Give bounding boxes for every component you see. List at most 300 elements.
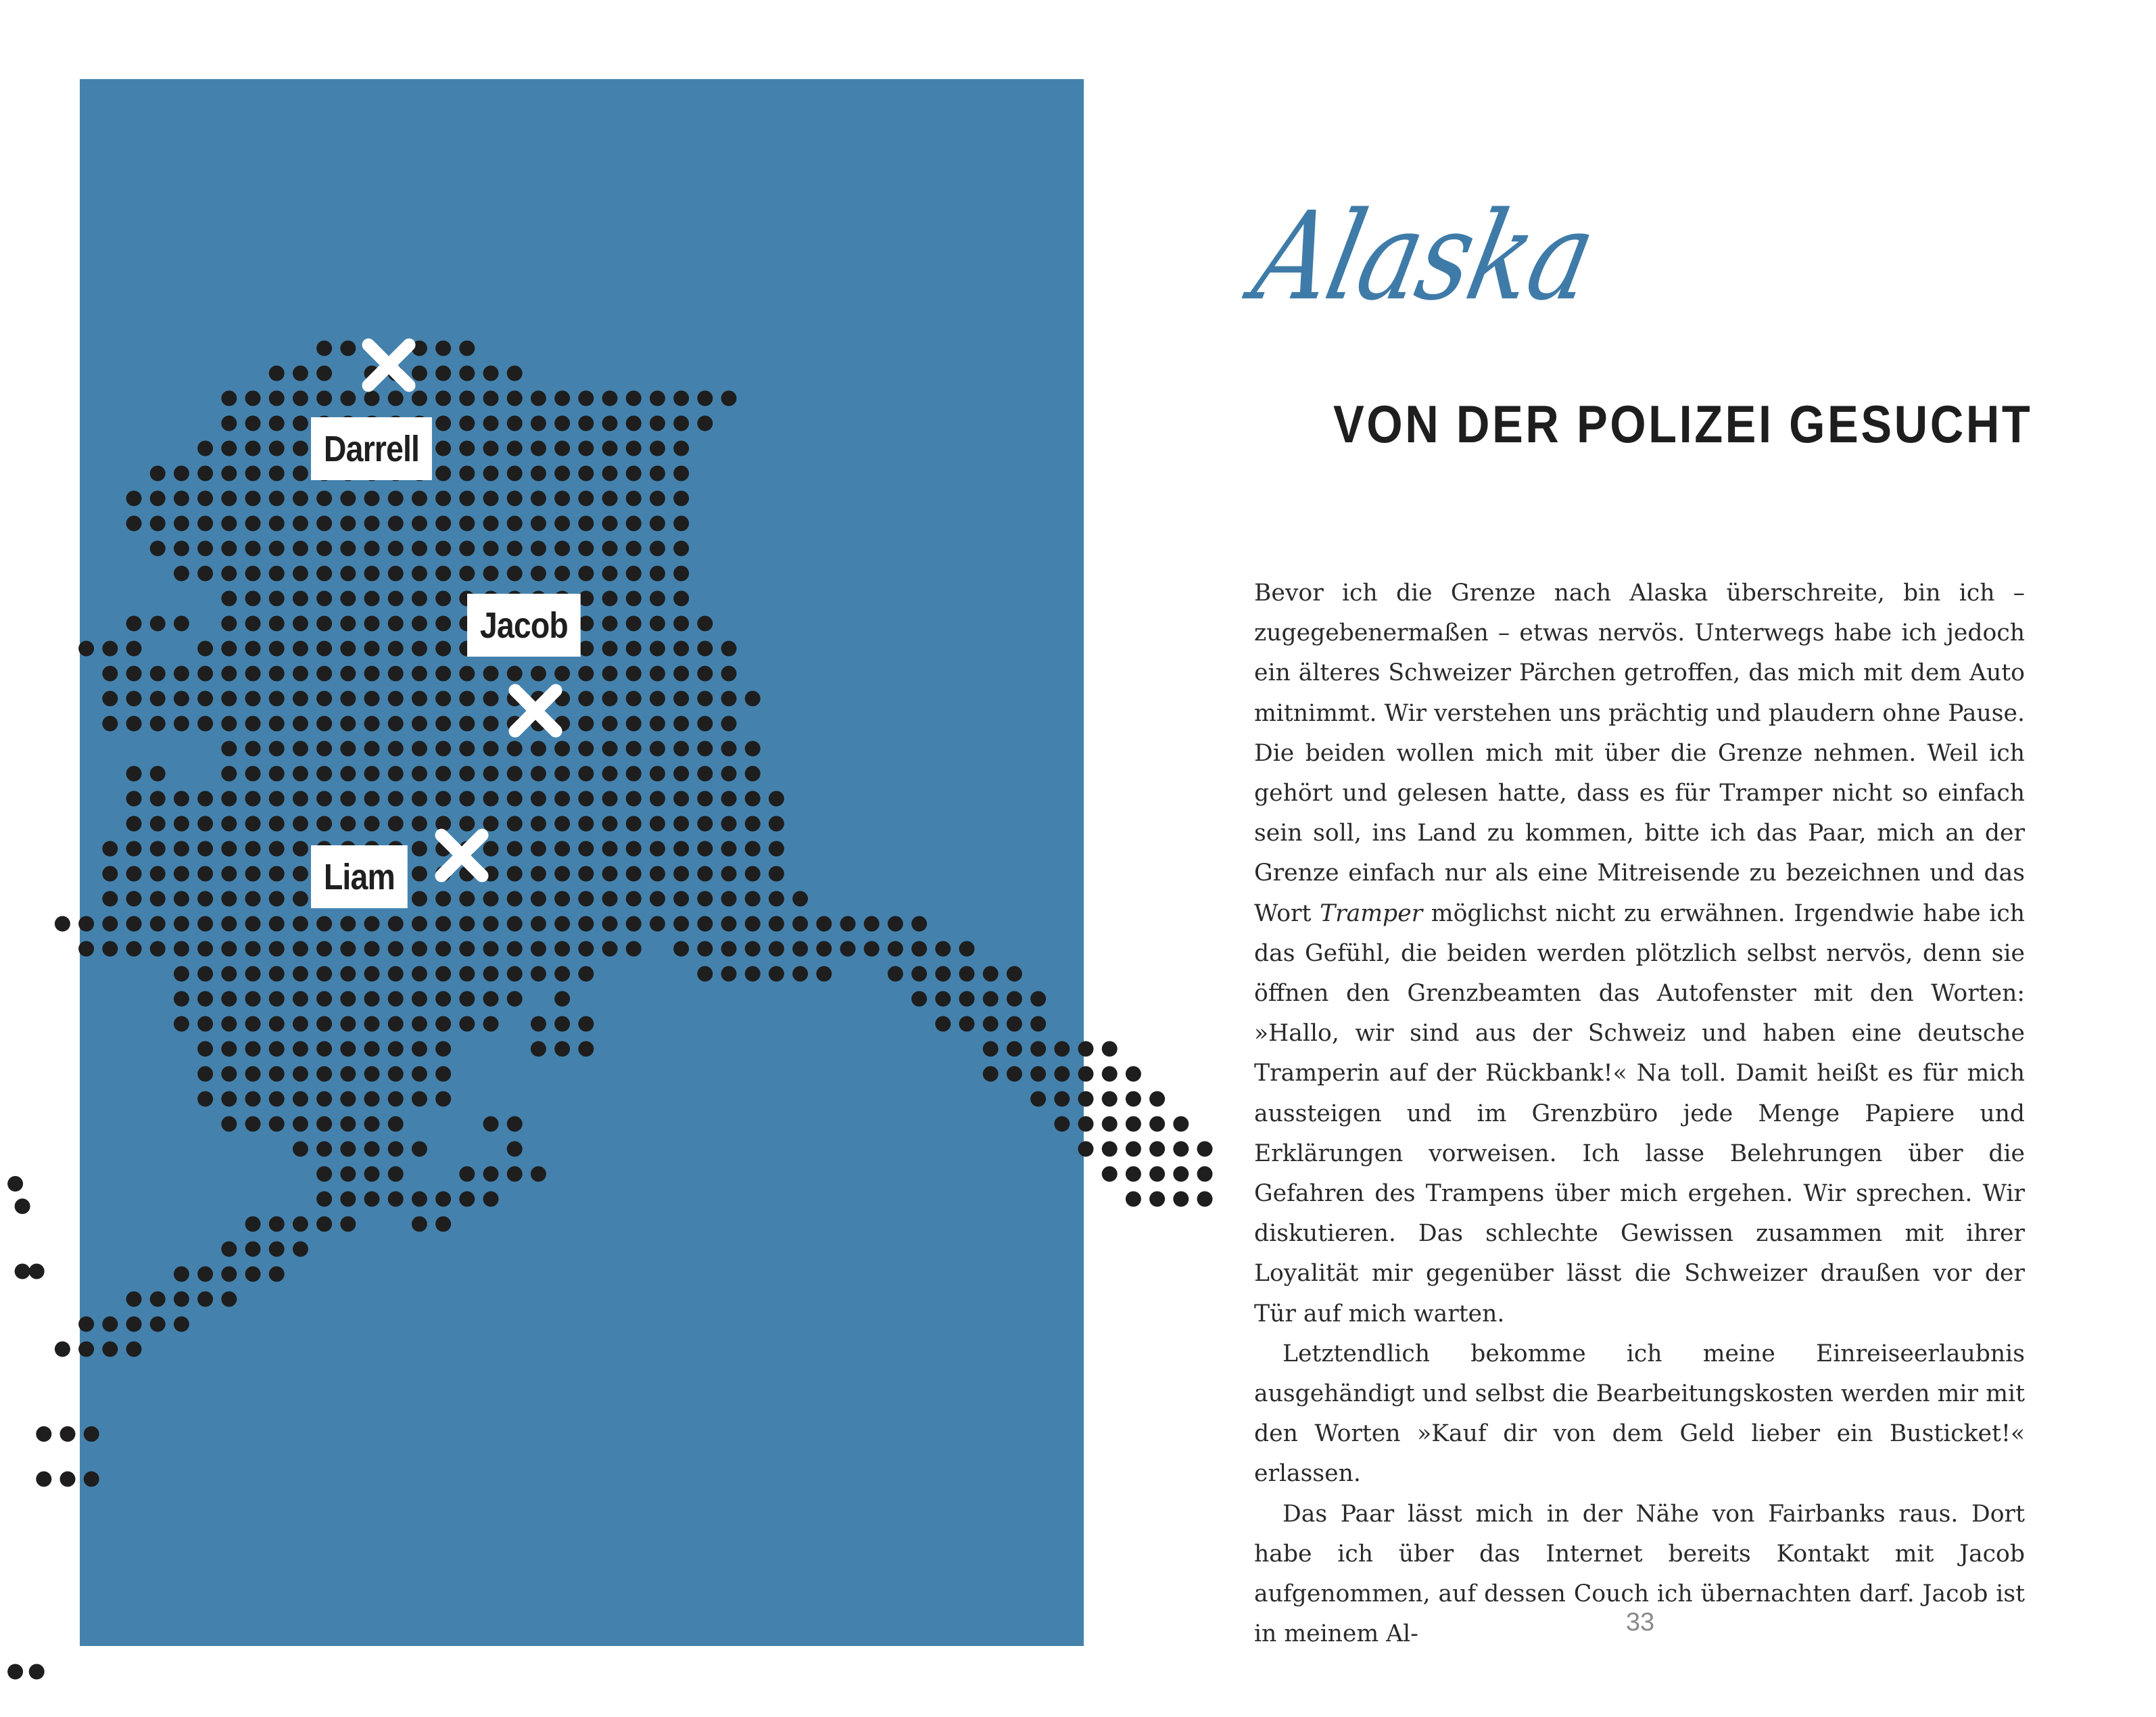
map-dots <box>7 341 1212 1680</box>
map-dot <box>673 791 689 807</box>
map-dot <box>435 791 451 807</box>
map-dot <box>531 441 546 456</box>
body-text <box>1254 573 2025 1654</box>
map-dot <box>197 516 213 532</box>
map-dot <box>388 791 404 807</box>
map-dot <box>364 1192 380 1207</box>
map-dot <box>364 1091 380 1107</box>
map-dot <box>578 1016 594 1032</box>
map-dot <box>554 391 570 406</box>
map-dot <box>126 641 142 657</box>
map-dot <box>412 616 427 632</box>
map-dot <box>55 1342 70 1357</box>
map-dot <box>174 516 189 532</box>
map-dot <box>340 341 356 356</box>
map-dot <box>245 491 261 507</box>
map-dot <box>459 816 475 832</box>
map-dot <box>269 366 285 381</box>
map-dot <box>293 416 308 431</box>
map-dot <box>293 466 308 481</box>
map-dot <box>626 666 642 682</box>
map-dot <box>626 741 642 757</box>
map-dot <box>316 916 332 932</box>
map-dot <box>269 1016 285 1032</box>
map-dot <box>197 666 213 682</box>
map-dot <box>245 941 261 957</box>
map-dot <box>911 966 927 982</box>
map-dot <box>673 566 689 582</box>
map-dot <box>197 1091 213 1107</box>
map-dot <box>673 866 689 882</box>
map-dot <box>293 991 308 1007</box>
map-dot <box>1078 1142 1094 1157</box>
map-dot <box>483 1016 499 1032</box>
map-dot <box>435 891 451 907</box>
map-dot <box>459 541 475 557</box>
map-dot <box>269 891 285 907</box>
map-dot <box>483 466 499 481</box>
map-dot <box>554 891 570 907</box>
map-dot <box>126 816 142 832</box>
map-dot <box>293 1116 308 1132</box>
map-dot <box>507 566 523 582</box>
map-dot <box>602 516 618 532</box>
map-dot <box>150 1317 166 1332</box>
map-dot <box>340 566 356 582</box>
map-dot <box>126 916 142 932</box>
map-dot <box>316 591 332 607</box>
map-dot <box>412 1066 427 1082</box>
map-dot <box>578 916 594 932</box>
map-dot <box>626 416 642 431</box>
map-dot <box>697 416 713 431</box>
map-dot <box>459 766 475 782</box>
map-dot <box>578 566 594 582</box>
map-dot <box>697 716 713 732</box>
map-dot <box>340 966 356 982</box>
map-dot <box>221 1267 237 1282</box>
map-dot <box>293 1142 308 1157</box>
map-dot <box>293 541 308 557</box>
map-dot <box>769 966 784 982</box>
map-dot <box>792 966 808 982</box>
map-dot <box>316 1041 332 1057</box>
map-dot <box>150 941 166 957</box>
map-dot <box>459 1192 475 1207</box>
map-dot <box>602 816 618 832</box>
map-dot <box>245 766 261 782</box>
map-dot <box>269 1066 285 1082</box>
map-dot <box>293 441 308 456</box>
map-dot <box>245 691 261 707</box>
map-dot <box>650 566 665 582</box>
map-dot <box>221 1242 237 1257</box>
map-dot <box>269 516 285 532</box>
map-dot <box>745 866 761 882</box>
map-dot <box>102 691 118 707</box>
map-dot <box>245 416 261 431</box>
map-dot <box>507 841 523 857</box>
map-dot <box>697 866 713 882</box>
map-dot <box>435 466 451 481</box>
map-dot <box>102 641 118 657</box>
map-dot <box>697 816 713 832</box>
map-dot <box>221 616 237 632</box>
map-dot <box>316 1116 332 1132</box>
map-dot <box>174 866 189 882</box>
map-dot <box>483 991 499 1007</box>
map-dot <box>1030 1041 1046 1057</box>
map-dot <box>388 641 404 657</box>
map-dot <box>1149 1167 1165 1182</box>
map-dot <box>364 1142 380 1157</box>
map-dot <box>412 716 427 732</box>
map-dot <box>293 1041 308 1057</box>
map-dot <box>1102 1167 1118 1182</box>
map-dot <box>721 841 737 857</box>
map-dot <box>388 1091 404 1107</box>
map-dot <box>316 1167 332 1182</box>
map-dot <box>459 491 475 507</box>
map-dot <box>388 516 404 532</box>
page-number: 33 <box>1625 1608 1655 1637</box>
map-dot <box>364 941 380 957</box>
map-dot <box>483 791 499 807</box>
map-dot <box>1149 1091 1165 1107</box>
map-dot <box>78 1342 94 1357</box>
map-dot <box>245 541 261 557</box>
map-dot <box>1078 1066 1094 1082</box>
map-dot <box>221 891 237 907</box>
map-dot <box>435 741 451 757</box>
map-dot <box>150 841 166 857</box>
map-dot <box>197 816 213 832</box>
map-dot <box>269 791 285 807</box>
map-dot <box>221 966 237 982</box>
map-dot <box>602 591 618 607</box>
map-dot <box>174 566 189 582</box>
map-dot <box>531 566 546 582</box>
map-dot <box>412 366 427 381</box>
map-dot <box>197 1292 213 1307</box>
map-dot <box>578 416 594 431</box>
map-dot <box>412 591 427 607</box>
map-dot <box>673 741 689 757</box>
map-dot <box>507 916 523 932</box>
map-dot <box>316 516 332 532</box>
map-dot <box>459 1016 475 1032</box>
map-dot <box>435 391 451 406</box>
map-dot <box>531 966 546 982</box>
map-dot <box>364 766 380 782</box>
map-dot <box>554 516 570 532</box>
map-dot <box>340 1167 356 1182</box>
map-dot <box>150 491 166 507</box>
map-dot <box>340 1116 356 1132</box>
map-dot <box>364 516 380 532</box>
map-dot <box>150 666 166 682</box>
map-dot <box>531 741 546 757</box>
map-dot <box>1149 1142 1165 1157</box>
map-dot <box>554 741 570 757</box>
map-dot <box>1126 1091 1141 1107</box>
map-dot <box>459 891 475 907</box>
map-dot <box>483 366 499 381</box>
map-dot <box>174 691 189 707</box>
map-dot <box>174 716 189 732</box>
map-dot <box>507 866 523 882</box>
map-dot <box>269 591 285 607</box>
map-dot <box>459 466 475 481</box>
map-dot <box>150 541 166 557</box>
map-dot <box>221 441 237 456</box>
map-dot <box>316 391 332 406</box>
map-dot <box>554 441 570 456</box>
map-dot <box>483 516 499 532</box>
map-dot <box>102 716 118 732</box>
map-dot <box>840 941 856 957</box>
map-dot <box>435 1192 451 1207</box>
map-dot <box>174 541 189 557</box>
map-dot <box>792 916 808 932</box>
map-dot <box>531 941 546 957</box>
map-dot <box>221 641 237 657</box>
map-dot <box>197 1267 213 1282</box>
map-dot <box>578 891 594 907</box>
map-dot <box>626 391 642 406</box>
map-dot <box>459 716 475 732</box>
map-dot <box>340 641 356 657</box>
map-dot <box>578 841 594 857</box>
map-dot <box>174 1292 189 1307</box>
map-dot <box>483 766 499 782</box>
map-dot <box>459 991 475 1007</box>
map-dot <box>293 1066 308 1082</box>
map-dot <box>435 991 451 1007</box>
map-dot <box>340 591 356 607</box>
map-dot <box>78 641 94 657</box>
map-dot <box>507 741 523 757</box>
map-dot <box>483 816 499 832</box>
script-title: Alaska <box>1243 186 1606 328</box>
map-dot <box>650 816 665 832</box>
map-dot <box>531 491 546 507</box>
map-dot <box>29 1664 45 1680</box>
map-dot <box>245 966 261 982</box>
map-dot <box>388 941 404 957</box>
map-dot <box>340 916 356 932</box>
map-dot <box>650 441 665 456</box>
map-dot <box>745 841 761 857</box>
map-dot <box>626 641 642 657</box>
map-dot <box>769 941 784 957</box>
map-dot <box>673 716 689 732</box>
map-dot <box>650 666 665 682</box>
map-dot <box>316 641 332 657</box>
map-dot <box>935 1016 951 1032</box>
map-dot <box>435 516 451 532</box>
map-dot <box>435 666 451 682</box>
map-dot <box>293 791 308 807</box>
map-dot <box>578 1041 594 1057</box>
map-dot <box>126 716 142 732</box>
map-dot <box>1126 1066 1141 1082</box>
map-dot <box>554 941 570 957</box>
map-dot <box>483 391 499 406</box>
map-dot <box>816 916 832 932</box>
map-dot <box>602 391 618 406</box>
map-dot <box>60 1426 76 1442</box>
map-dot <box>150 691 166 707</box>
map-dot <box>983 1041 999 1057</box>
map-dot <box>507 366 523 381</box>
map-dot <box>269 991 285 1007</box>
map-dot <box>507 466 523 481</box>
map-dot <box>102 866 118 882</box>
map-dot <box>293 866 308 882</box>
map-dot <box>602 916 618 932</box>
map-dot <box>221 1016 237 1032</box>
map-dot <box>60 1472 76 1487</box>
map-dot <box>840 916 856 932</box>
map-dot <box>507 441 523 456</box>
map-dot <box>459 941 475 957</box>
map-dot <box>388 691 404 707</box>
map-dot <box>650 541 665 557</box>
map-dot <box>888 916 903 932</box>
map-dot <box>78 941 94 957</box>
map-dot <box>364 491 380 507</box>
map-dot <box>745 741 761 757</box>
map-dot <box>1102 1116 1118 1132</box>
map-dot <box>412 991 427 1007</box>
map-dot <box>412 741 427 757</box>
map-dot <box>459 966 475 982</box>
map-dot <box>269 541 285 557</box>
map-dot <box>554 491 570 507</box>
map-dot <box>245 1217 261 1232</box>
map-dot <box>1173 1192 1189 1207</box>
map-dot <box>673 816 689 832</box>
map-dot <box>340 516 356 532</box>
map-dot <box>483 416 499 431</box>
map-dot <box>364 691 380 707</box>
map-dot <box>1030 991 1046 1007</box>
map-dot <box>864 941 880 957</box>
map-dot <box>769 891 784 907</box>
map-dot <box>269 941 285 957</box>
map-dot <box>626 916 642 932</box>
map-dot <box>412 766 427 782</box>
map-dot <box>197 916 213 932</box>
map-dot <box>483 966 499 982</box>
map-dot <box>483 441 499 456</box>
map-label-jacob: Jacob <box>467 594 581 657</box>
map-dot <box>293 491 308 507</box>
map-dot <box>174 891 189 907</box>
map-dot <box>1197 1167 1213 1182</box>
map-dot <box>245 1267 261 1282</box>
map-dot <box>221 516 237 532</box>
map-dot <box>293 641 308 657</box>
map-dot <box>102 891 118 907</box>
map-dot <box>293 1016 308 1032</box>
map-dot <box>388 1142 404 1157</box>
map-dot <box>1102 1066 1118 1082</box>
map-dot <box>197 491 213 507</box>
map-dot <box>245 891 261 907</box>
map-dot <box>293 841 308 857</box>
map-dot <box>745 691 761 707</box>
map-dot <box>197 566 213 582</box>
map-dot <box>1102 1041 1118 1057</box>
map-dot <box>245 816 261 832</box>
map-dot <box>364 716 380 732</box>
map-dot <box>911 941 927 957</box>
map-dot <box>221 1292 237 1307</box>
map-dot <box>507 816 523 832</box>
map-dot <box>602 791 618 807</box>
map-dot <box>388 816 404 832</box>
map-dot <box>507 966 523 982</box>
map-dot <box>102 941 118 957</box>
map-dot <box>507 416 523 431</box>
map-dot <box>221 491 237 507</box>
map-dot <box>245 616 261 632</box>
map-dot <box>435 916 451 932</box>
map-dot <box>221 1091 237 1107</box>
map-dot <box>459 441 475 456</box>
map-dot <box>983 1016 999 1032</box>
map-dot <box>769 841 784 857</box>
map-dot <box>1126 1167 1141 1182</box>
map-dot <box>888 966 903 982</box>
map-dot <box>340 816 356 832</box>
map-dot <box>602 741 618 757</box>
map-dot <box>673 391 689 406</box>
map-dot <box>673 916 689 932</box>
map-dot <box>126 841 142 857</box>
map-dot <box>745 941 761 957</box>
map-dot <box>507 491 523 507</box>
map-dot <box>554 566 570 582</box>
map-dot <box>340 1142 356 1157</box>
map-dot <box>673 491 689 507</box>
map-dot <box>174 466 189 481</box>
map-dot <box>650 516 665 532</box>
map-dot <box>150 766 166 782</box>
map-dot <box>364 1167 380 1182</box>
map-dot <box>174 1317 189 1332</box>
map-dot <box>650 391 665 406</box>
map-dot <box>531 541 546 557</box>
map-dot <box>174 791 189 807</box>
map-dot <box>269 666 285 682</box>
map-dot <box>245 591 261 607</box>
map-dot <box>626 941 642 957</box>
map-dot <box>364 816 380 832</box>
map-dot <box>1054 1041 1070 1057</box>
map-dot <box>126 691 142 707</box>
map-dot <box>483 916 499 932</box>
map-dot <box>340 391 356 406</box>
map-dot <box>412 941 427 957</box>
map-dot <box>435 616 451 632</box>
map-dot <box>364 566 380 582</box>
map-dot <box>150 1292 166 1307</box>
map-dot <box>721 891 737 907</box>
map-dot <box>554 666 570 682</box>
